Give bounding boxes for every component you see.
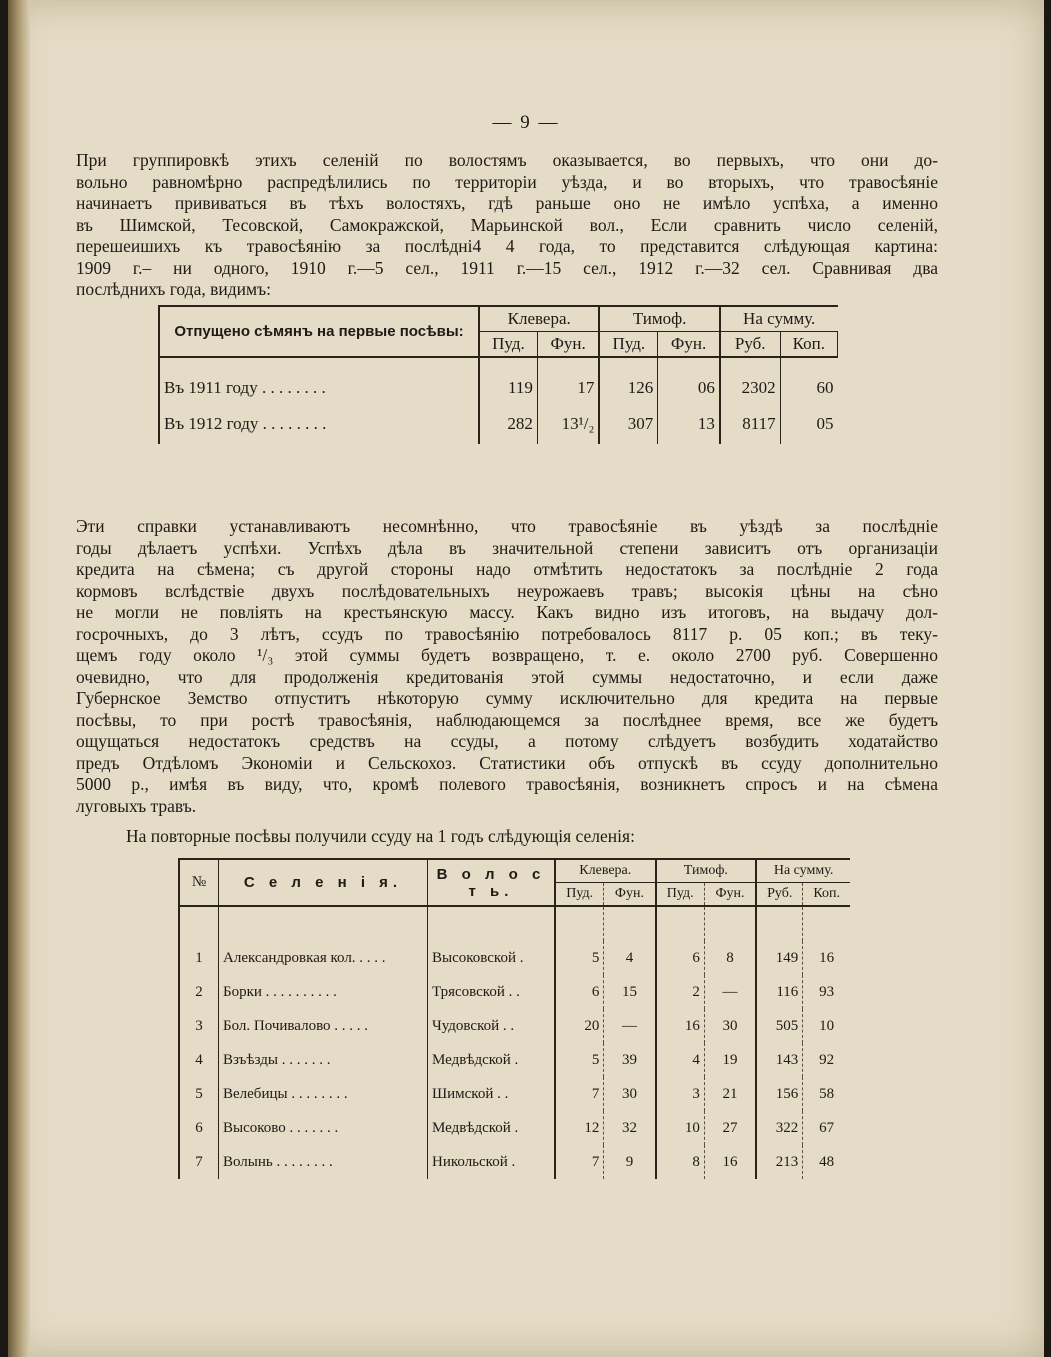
cell-number: 3 xyxy=(179,1009,219,1043)
cell: 06 xyxy=(658,357,720,400)
column-group-timothy: Тимоф. xyxy=(599,306,719,332)
paragraph-line: вольно равномѣрно распредѣлились по территоріи уѣзда, и во вторыхъ, что травосѣяніе xyxy=(76,171,938,192)
cell: 58 xyxy=(819,1085,835,1102)
cell-number: 6 xyxy=(179,1111,219,1145)
cell-village: Взъѣзды . . . . . . . xyxy=(219,1043,428,1077)
column-group-clover: Клевера. xyxy=(479,306,599,332)
cell: 8117 xyxy=(720,400,780,444)
cell: 143 xyxy=(756,1043,803,1077)
cell-village: Высоково . . . . . . . xyxy=(219,1111,428,1145)
column-number: № xyxy=(179,859,219,906)
book-spine xyxy=(8,0,30,1357)
cell-number: 5 xyxy=(179,1077,219,1111)
column-group-timothy: Тимоф. xyxy=(656,859,757,883)
paragraph-line: щемъ году около ¹/₃ этой суммы будетъ возвращено, т. е. около 2700 руб. Совершенно xyxy=(76,645,938,665)
cell-number: 7 xyxy=(179,1145,219,1179)
column-village: С е л е н і я. xyxy=(219,859,428,906)
cell: 12 xyxy=(555,1111,604,1145)
column-group-sum: На сумму. xyxy=(720,306,838,332)
subheader: Фун. xyxy=(537,332,599,358)
cell: 13¹/₂ xyxy=(537,400,599,444)
table-row xyxy=(179,1009,850,1043)
cell: 21 xyxy=(704,1077,756,1111)
cell: 307 xyxy=(599,400,657,444)
cell: — xyxy=(604,1009,656,1043)
paragraph-line: начинаетъ прививаться въ тѣхъ волостяхъ, гдѣ раньше оно не имѣло успѣха, а именно xyxy=(76,193,938,213)
cell: 13 xyxy=(658,400,720,444)
cell-number: 4 xyxy=(179,1043,219,1077)
paragraph-conclusions xyxy=(76,516,938,817)
cell: 3 xyxy=(656,1077,705,1111)
subheader: Фун. xyxy=(704,883,756,907)
cell: 7 xyxy=(555,1145,604,1179)
paragraph-line: очевидно, что для продолженія кредитованія этой суммы недостаточно, и если даже xyxy=(76,666,938,687)
table-header-main: Отпущено сѣмянъ на первые посѣвы: xyxy=(159,306,479,357)
cell: 27 xyxy=(704,1111,756,1145)
table-row xyxy=(179,975,850,1009)
paragraph-line: предъ Отдѣломъ Экономіи и Сельскохоз. Статистики объ отпускѣ въ ссуду дополнительно xyxy=(76,752,938,773)
cell: 5 xyxy=(555,941,604,975)
cell: 8 xyxy=(704,941,756,975)
cell: 4 xyxy=(604,941,656,975)
cell-village: Бол. Почивалово . . . . . xyxy=(219,1009,428,1043)
paragraph-line: 5000 р., имѣя въ виду, что, кромѣ полевого травосѣянія, возникнетъ спросъ и на сѣмена xyxy=(76,774,938,794)
cell: 39 xyxy=(604,1043,656,1077)
cell: 05 xyxy=(816,414,834,433)
cell-volost: Никольской . xyxy=(428,1145,556,1179)
paragraph-line: кормовъ вслѣдствіе двухъ послѣдовательныхъ неурожаевъ травъ; высокія цѣны на сѣно xyxy=(76,580,938,601)
cell: 505 xyxy=(756,1009,803,1043)
cell: 16 xyxy=(656,1009,705,1043)
table-row xyxy=(179,1111,850,1145)
paragraph-line: не могли не повліять на крестьянскую массу. Какъ видно изъ итоговъ, на выдачу дол- xyxy=(76,602,938,622)
paragraph-line: Губернское Земство отпуститъ нѣкоторую сумму исключительно для кредита на первые xyxy=(76,688,938,708)
subheader: Фун. xyxy=(658,332,720,358)
cell-number: 1 xyxy=(179,941,219,975)
cell: 93 xyxy=(819,983,835,1000)
cell: 10 xyxy=(656,1111,705,1145)
paragraph-line: луговыхъ травъ. xyxy=(76,795,197,816)
cell: 213 xyxy=(756,1145,803,1179)
cell: 149 xyxy=(756,941,803,975)
table-row xyxy=(179,1145,850,1179)
cell: 2302 xyxy=(720,357,780,400)
cell: 9 xyxy=(604,1145,656,1179)
cell-volost: Медвѣдской . xyxy=(428,1043,556,1077)
cell: 17 xyxy=(537,357,599,400)
cell: 6 xyxy=(656,941,705,975)
cell: 5 xyxy=(555,1043,604,1077)
paragraph-line: кредита на сѣмена; съ другой стороны надо отмѣтить недостатокъ за послѣдніе 2 года xyxy=(76,559,938,579)
table-row xyxy=(159,357,838,400)
cell: 16 xyxy=(704,1145,756,1179)
cell: 126 xyxy=(599,357,657,400)
subheader: Пуд. xyxy=(555,883,604,907)
cell: 16 xyxy=(819,949,835,966)
column-group-sum: На сумму. xyxy=(756,859,850,883)
cell: 60 xyxy=(816,378,834,397)
cell: 2 xyxy=(656,975,705,1009)
table-row xyxy=(159,400,838,444)
cell: 92 xyxy=(819,1051,835,1068)
villages-loan-table xyxy=(178,858,850,1179)
cell: 48 xyxy=(819,1153,835,1170)
cell: 67 xyxy=(819,1119,835,1136)
table-spacer-row xyxy=(179,906,850,941)
cell: 156 xyxy=(756,1077,803,1111)
paragraph-line: Эти справки устанавливаютъ несомнѣнно, что травосѣяніе въ уѣздѣ за послѣдніе xyxy=(76,516,938,536)
cell: 7 xyxy=(555,1077,604,1111)
subheader: Коп. xyxy=(803,883,850,907)
cell: — xyxy=(704,975,756,1009)
paragraph-line: годы дѣлаетъ успѣхи. Успѣхъ дѣла въ значительной степени зависитъ отъ организаціи xyxy=(76,537,938,558)
table-row xyxy=(179,941,850,975)
paragraph-line: ощущаться недостатокъ средствъ на ссуды, а потому слѣдуетъ возбудить ходатайство xyxy=(76,731,938,751)
cell-village: Борки . . . . . . . . . . xyxy=(219,975,428,1009)
document-page xyxy=(8,0,1044,1357)
paragraph-line: послѣднихъ года, видимъ: xyxy=(76,279,271,299)
paragraph-line: въ Шимской, Тесовской, Самокражской, Марьинской вол., Если сравнить число селеній, xyxy=(76,214,938,235)
page-number: — 9 — xyxy=(492,112,560,133)
row-label: Въ 1911 году . . . . . . . . xyxy=(159,357,479,400)
subheader: Руб. xyxy=(720,332,780,358)
paragraph-line: 1909 г.– ни одного, 1910 г.—5 сел., 1911 г.—15 сел., 1912 г.—32 сел. Сравнивая два xyxy=(76,257,938,278)
cell: 6 xyxy=(555,975,604,1009)
row-label: Въ 1912 году . . . . . . . . xyxy=(159,400,479,444)
subheader: Пуд. xyxy=(599,332,657,358)
paragraph-grouping xyxy=(76,150,938,301)
cell: 20 xyxy=(555,1009,604,1043)
cell-volost: Шимской . . xyxy=(428,1077,556,1111)
cell: 19 xyxy=(704,1043,756,1077)
seed-release-table xyxy=(158,305,838,444)
subheader: Руб. xyxy=(756,883,803,907)
table-row xyxy=(179,1077,850,1111)
paragraph-line: посѣвы, то при ростѣ травосѣянія, наблюдающемся за послѣднее время, все же будетъ xyxy=(76,709,938,730)
cell: 116 xyxy=(756,975,803,1009)
subheader: Коп. xyxy=(780,332,837,358)
cell: 32 xyxy=(604,1111,656,1145)
cell-volost: Медвѣдской . xyxy=(428,1111,556,1145)
paragraph-line: перешеишихъ къ травосѣянію за послѣдні4 4 года, то представится слѣдующая картина: xyxy=(76,236,938,256)
cell-village: Велебицы . . . . . . . . xyxy=(219,1077,428,1111)
cell: 4 xyxy=(656,1043,705,1077)
cell: 119 xyxy=(479,357,537,400)
cell: 8 xyxy=(656,1145,705,1179)
cell-volost: Высоковской . xyxy=(428,941,556,975)
paragraph-line: При группировкѣ этихъ селеній по волостямъ оказывается, во первыхъ, что они до- xyxy=(76,150,938,170)
column-group-clover: Клевера. xyxy=(555,859,656,883)
cell: 282 xyxy=(479,400,537,444)
cell-village: Александровкая кол. . . . . xyxy=(219,941,428,975)
paragraph-line: госрочныхъ, до 3 лѣтъ, ссудъ по травосѣянію потребовалось 8117 р. 05 коп.; въ теку- xyxy=(76,623,938,644)
cell: 322 xyxy=(756,1111,803,1145)
subheader: Пуд. xyxy=(479,332,537,358)
cell: 10 xyxy=(819,1017,835,1034)
column-volost: В о л о с т ь. xyxy=(428,859,556,906)
cell-volost: Трясовской . . xyxy=(428,975,556,1009)
table-row xyxy=(179,1043,850,1077)
cell: 15 xyxy=(604,975,656,1009)
cell: 30 xyxy=(604,1077,656,1111)
cell-volost: Чудовской . . xyxy=(428,1009,556,1043)
cell-village: Волынь . . . . . . . . xyxy=(219,1145,428,1179)
subheader: Фун. xyxy=(604,883,656,907)
subheader: Пуд. xyxy=(656,883,705,907)
cell-number: 2 xyxy=(179,975,219,1009)
cell: 30 xyxy=(704,1009,756,1043)
paragraph-repeat-sowings: На повторные посѣвы получили ссуду на 1 годъ слѣдующія селенія: xyxy=(126,826,635,846)
